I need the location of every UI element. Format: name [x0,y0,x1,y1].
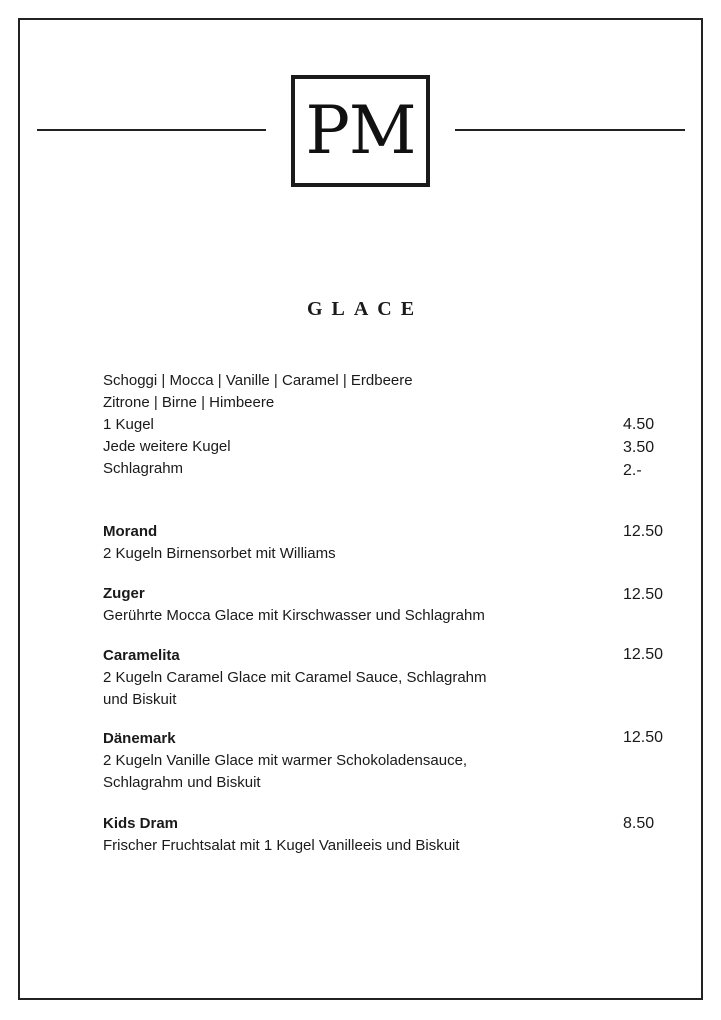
menu-item-price: 8.50 [623,815,655,832]
price-label-1-kugel: 1 Kugel [103,416,154,433]
menu-item-name: Kids Dram [103,815,179,832]
header-rule-left [37,129,266,131]
menu-item-name: Dänemark [103,730,176,747]
menu-item-name: Morand [103,523,158,540]
menu-item-description: 2 Kugeln Vanille Glace mit warmer Schokoladensauce, [103,752,468,769]
menu-item-description: Schlagrahm und Biskuit [103,774,261,791]
price-schlagrahm: 2.- [623,462,642,479]
logo-text: PM [305,92,416,169]
logo [291,75,430,187]
price-label-schlagrahm: Schlagrahm [103,460,184,477]
price-label-weitere-kugel: Jede weitere Kugel [103,438,231,455]
header-rule-right [455,129,685,131]
section-title: GLACE [306,298,424,320]
menu-item-name: Zuger [103,585,145,602]
flavors-line-1: Schoggi | Mocca | Vanille | Caramel | Erdbeere [103,372,413,389]
menu-item-name: Caramelita [103,647,180,664]
menu-item-description: 2 Kugeln Birnensorbet mit Williams [103,545,336,562]
menu-item-price: 12.50 [623,646,664,663]
menu-item-price: 12.50 [623,729,664,746]
menu-item-description: 2 Kugeln Caramel Glace mit Caramel Sauce, Schlagrahm [103,669,487,686]
price-weitere-kugel: 3.50 [623,439,655,456]
menu-item-description: Gerührte Mocca Glace mit Kirschwasser und Schlagrahm [103,607,485,624]
menu-item-price: 12.50 [623,586,664,603]
price-1-kugel: 4.50 [623,416,655,433]
menu-item-description: und Biskuit [103,691,177,708]
flavors-line-2: Zitrone | Birne | Himbeere [103,394,275,411]
menu-item-description: Frischer Fruchtsalat mit 1 Kugel Vanilleeis und Biskuit [103,837,460,854]
menu-item-price: 12.50 [623,523,664,540]
